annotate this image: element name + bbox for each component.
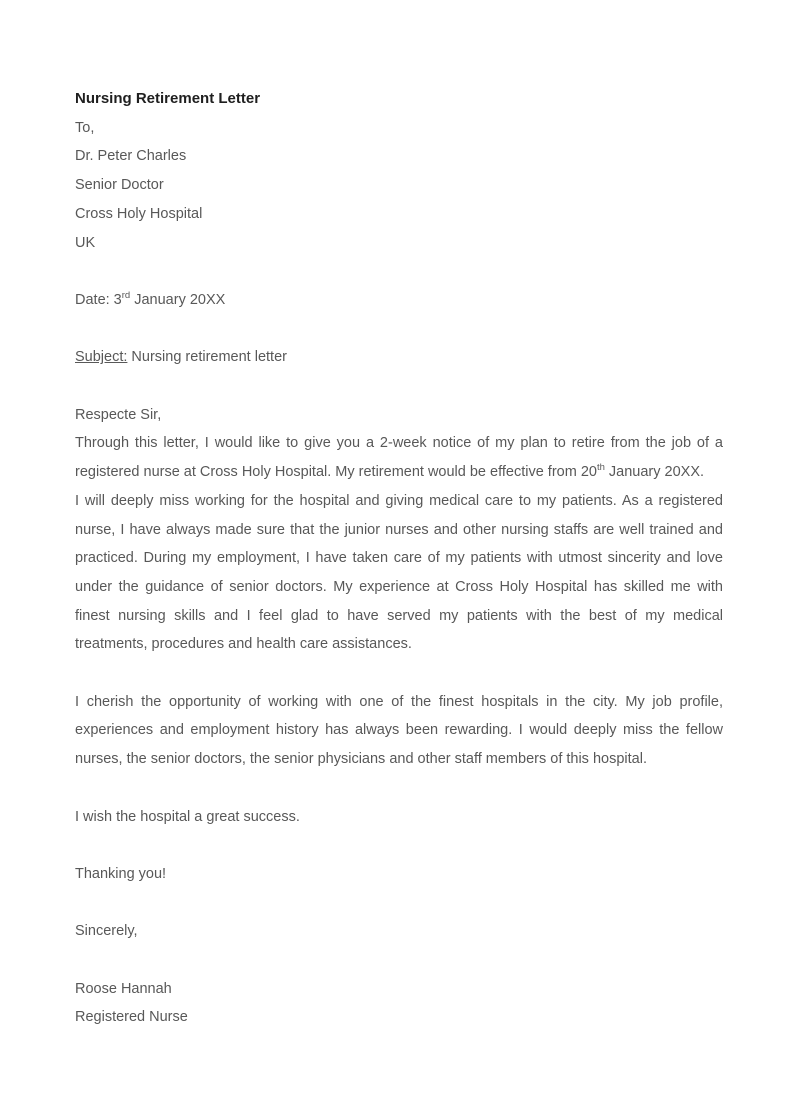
closing-signoff: Sincerely, <box>75 923 138 940</box>
greeting-line: Respecte Sir, <box>75 406 162 423</box>
body-paragraph-2: I will deeply miss working for the hospital and giving medical care to my patients. As a registered nurse, I have always made sure that the junior nurses and other nursing staffs are well trained and practiced. During my employment, I have taken care of my patients with utmost sincerity and love under the guidance of senior doctors. My experience at Cross Holy Hospital has skilled me with finest nursing skills and I feel glad to have served my patients with the best of my medical treatments, procedures and health care assistances. <box>75 492 723 653</box>
recipient-name: Dr. Peter Charles <box>75 148 187 165</box>
date-line <box>75 286 723 315</box>
subject-label: Subject: <box>75 349 128 366</box>
body-paragraph-4: I wish the hospital a great success. <box>75 808 300 825</box>
date-prefix: Date: 3 <box>75 291 122 308</box>
subject-line <box>75 343 723 372</box>
recipient-salutation: To, <box>75 119 95 136</box>
recipient-role: Senior Doctor <box>75 177 164 194</box>
document-title: Nursing Retirement Letter <box>75 90 261 107</box>
body-paragraph-1 <box>75 429 723 486</box>
signature-role: Registered Nurse <box>75 1009 188 1026</box>
closing-thanks: Thanking you! <box>75 865 167 882</box>
recipient-country: UK <box>75 234 96 251</box>
body-paragraph-1-part1: Through this letter, I would like to give you a 2-week notice of my plan to retire from the job of a registered nurse at Cross Holy Hospital. My retirement would be effective from 20 <box>75 435 723 481</box>
body-paragraph-3: I cherish the opportunity of working with one of the finest hospitals in the city. My job profile, experiences and employment history has always been rewarding. I would deeply miss the fellow nurses, the senior doctors, the senior physicians and other staff members of this hospital. <box>75 693 723 768</box>
body-paragraph-1-ordinal: th <box>596 462 605 474</box>
subject-text: Nursing retirement letter <box>127 349 287 366</box>
body-paragraph-1-part2: January 20XX. <box>604 464 705 481</box>
recipient-hospital: Cross Holy Hospital <box>75 205 203 222</box>
signature-name: Roose Hannah <box>75 980 172 997</box>
date-suffix: January 20XX <box>130 291 226 308</box>
date-ordinal: rd <box>121 290 131 302</box>
